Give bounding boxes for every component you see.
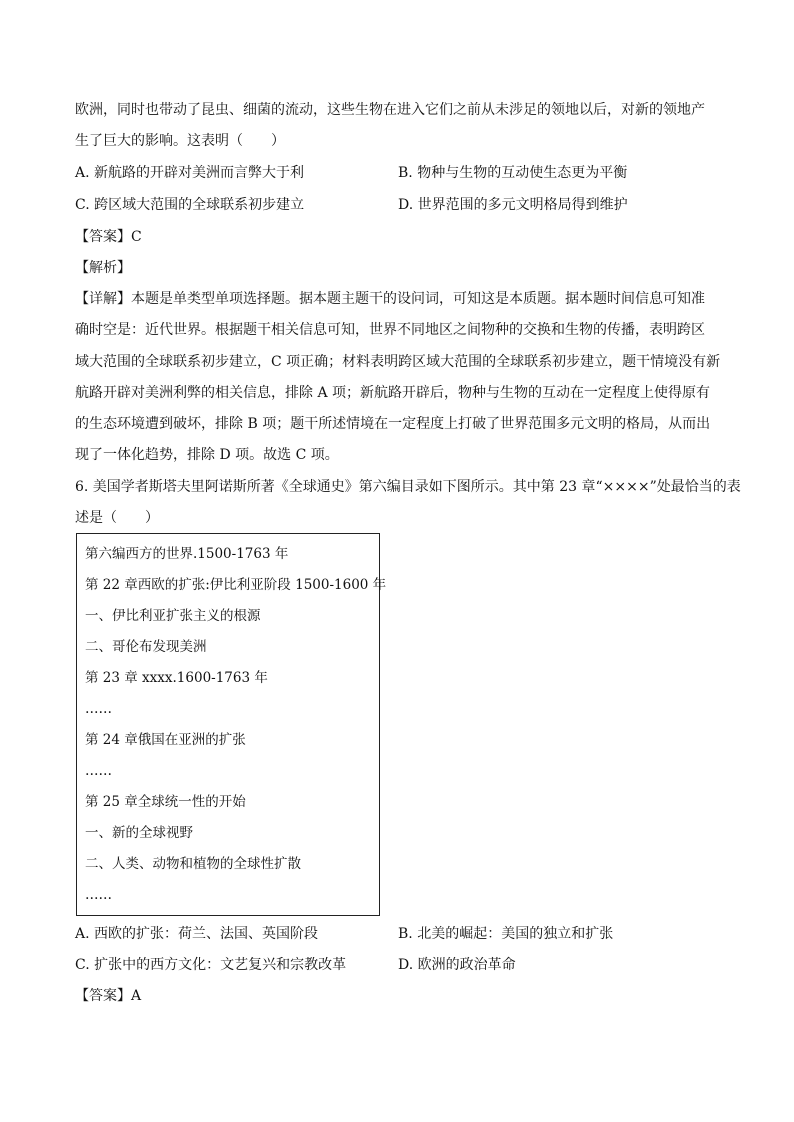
toc-line: 第 24 章俄国在亚洲的扩张 — [85, 732, 246, 748]
toc-line: 第 23 章 xxxx.1600-1763 年 — [85, 670, 268, 686]
analysis-line: 确时空是：近代世界。根据题干相关信息可知，世界不同地区之间物种的交换和生物的传播，表明跨区 — [75, 322, 705, 338]
toc-line: 一、新的全球视野 — [85, 825, 193, 841]
toc-line: 二、哥伦布发现美洲 — [85, 639, 207, 655]
option-b: B. 物种与生物的互动使生态更为平衡 — [398, 165, 628, 181]
question-stem-line: 生了巨大的影响。这表明（ ） — [75, 133, 285, 149]
toc-line: 第六编西方的世界.1500-1763 年 — [85, 546, 289, 562]
toc-line: 第 22 章西欧的扩张:伊比利亚阶段 1500-1600 年 — [85, 577, 387, 593]
option-a: A. 西欧的扩张：荷兰、法国、英国阶段 — [75, 926, 319, 942]
toc-line: …… — [85, 763, 112, 779]
analysis-line: 域大范围的全球联系初步建立，C 项正确；材料表明跨区域大范围的全球联系初步建立，题干情境没有新 — [75, 354, 721, 370]
question-stem-line: 欧洲，同时也带动了昆虫、细菌的流动，这些生物在进入它们之前从未涉足的领地以后，对新的领地产 — [75, 102, 705, 118]
option-d: D. 欧洲的政治革命 — [398, 957, 516, 973]
option-c: C. 跨区域大范围的全球联系初步建立 — [75, 197, 305, 213]
toc-box — [76, 533, 387, 916]
analysis-line: 航路开辟对美洲利弊的相关信息，排除 A 项；新航路开辟后，物种与生物的互动在一定程度上使得原有 — [75, 385, 711, 401]
analysis-line: 现了一体化趋势，排除 D 项。故选 C 项。 — [75, 447, 339, 463]
analysis-line: 【详解】本题是单类型单项选择题。据本题主题干的设问词，可知这是本质题。据本题时间信息可知准 — [75, 291, 705, 307]
answer-label: 【答案】A — [75, 988, 142, 1004]
option-d: D. 世界范围的多元文明格局得到维护 — [398, 197, 628, 213]
option-b: B. 北美的崛起：美国的独立和扩张 — [398, 926, 614, 942]
analysis-line: 的生态环境遭到破坏，排除 B 项；题干所述情境在一定程度上打破了世界范围多元文明的格局，从而出 — [75, 416, 711, 432]
toc-line: 一、伊比利亚扩张主义的根源 — [85, 608, 261, 624]
toc-line: …… — [85, 701, 112, 717]
answer-label: 【答案】C — [75, 229, 142, 245]
toc-line: 二、人类、动物和植物的全球性扩散 — [85, 856, 301, 872]
toc-line: 第 25 章全球统一性的开始 — [85, 794, 246, 810]
analysis-heading: 【解析】 — [75, 260, 131, 276]
toc-line: …… — [85, 887, 112, 903]
question-stem-line: 述是（ ） — [75, 510, 159, 526]
question-stem-line: 6. 美国学者斯塔夫里阿诺斯所著《全球通史》第六编目录如下图所示。其中第 23 章“××××”处最恰当的表 — [75, 479, 741, 495]
option-a: A. 新航路的开辟对美洲而言弊大于利 — [75, 165, 305, 181]
option-c: C. 扩张中的西方文化：文艺复兴和宗教改革 — [75, 957, 347, 973]
